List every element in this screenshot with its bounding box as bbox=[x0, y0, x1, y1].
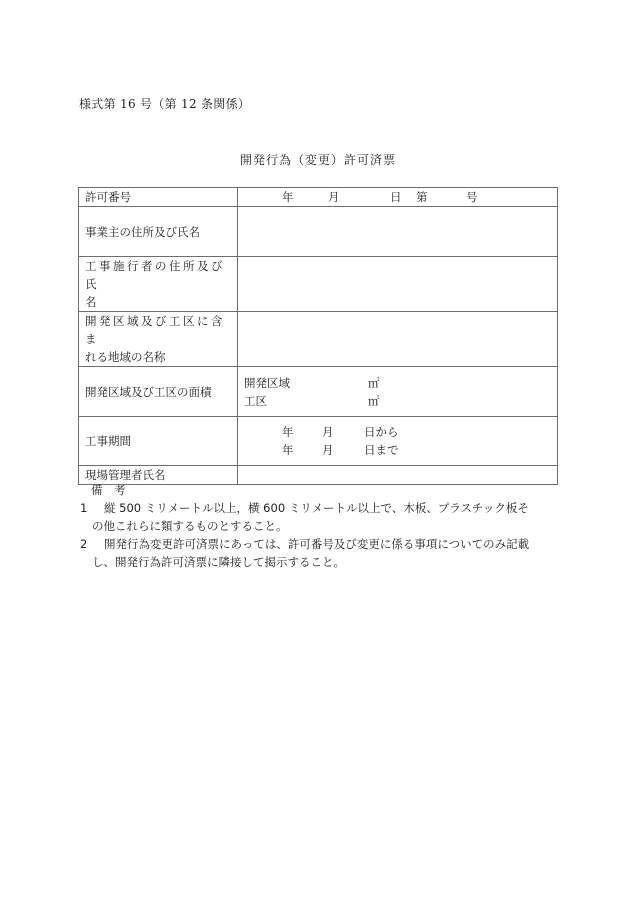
square-meter-unit: ㎡ bbox=[368, 375, 380, 390]
year-label: 年 bbox=[282, 190, 294, 204]
label-construction-period: 工事期間 bbox=[79, 417, 238, 466]
notes-heading: 備 考 bbox=[91, 483, 126, 497]
label-site-manager: 現場管理者氏名 bbox=[79, 466, 238, 485]
period-start-year: 年 bbox=[282, 425, 294, 439]
day-label: 日 bbox=[390, 190, 402, 204]
value-permit-number bbox=[238, 188, 558, 207]
label-contractor-line1: 工事施行者の住所及び氏 bbox=[85, 259, 225, 291]
table-row-permit-number bbox=[79, 188, 558, 207]
table-row-construction-period bbox=[79, 417, 558, 466]
note-text-continued: し、開発行為許可済票に隣接して掲示すること。 bbox=[92, 555, 345, 569]
table-row-area-name bbox=[79, 312, 558, 367]
form-number: 様式第 16 号（第 12 条関係） bbox=[79, 97, 251, 111]
table-row-contractor bbox=[79, 257, 558, 312]
area-section bbox=[244, 392, 551, 410]
area-section-label: 工区 bbox=[244, 393, 267, 408]
table-row-area-size bbox=[79, 367, 558, 417]
label-area-name-line2: れる地域の名称 bbox=[85, 350, 166, 364]
period-start-day: 日から bbox=[364, 425, 399, 439]
note-text: 縦 500 ミリメートル以上，横 600 ミリメートル以上で、木板、プラスチック板そ bbox=[104, 501, 529, 515]
label-permit-number: 許可番号 bbox=[79, 188, 238, 207]
note-item-1 bbox=[80, 499, 560, 517]
period-end-day: 日まで bbox=[364, 443, 399, 457]
note-text: 開発行為変更許可済票にあっては、許可番号及び変更に係る事項についてのみ記載 bbox=[104, 537, 530, 551]
area-development-label: 開発区域 bbox=[244, 375, 290, 390]
number-suffix-label: 号 bbox=[466, 190, 478, 204]
value-developer bbox=[238, 207, 558, 257]
square-meter-unit: ㎡ bbox=[368, 393, 380, 408]
label-contractor bbox=[79, 257, 238, 312]
month-label: 月 bbox=[328, 190, 340, 204]
note-number: 1 bbox=[80, 501, 88, 515]
period-end-month: 月 bbox=[322, 443, 334, 457]
period-end-year: 年 bbox=[282, 443, 294, 457]
period-start bbox=[244, 423, 551, 441]
note-text-continued: の他これらに類するものとすること。 bbox=[92, 519, 288, 533]
number-prefix-label: 第 bbox=[416, 190, 428, 204]
note-number: 2 bbox=[80, 537, 88, 551]
value-area-name bbox=[238, 312, 558, 367]
period-start-month: 月 bbox=[322, 425, 334, 439]
notes-section bbox=[80, 481, 560, 571]
note-item-2 bbox=[80, 535, 560, 553]
table-row-developer bbox=[79, 207, 558, 257]
document-title: 開発行為（変更）許可済票 bbox=[239, 153, 396, 167]
label-area-name bbox=[79, 312, 238, 367]
label-area-size: 開発区域及び工区の面積 bbox=[79, 367, 238, 417]
area-development bbox=[244, 374, 551, 392]
value-construction-period bbox=[238, 417, 558, 466]
period-end bbox=[244, 441, 551, 459]
label-developer: 事業主の住所及び氏名 bbox=[79, 207, 238, 257]
label-area-name-line1: 開発区域及び工区に含ま bbox=[85, 314, 225, 346]
permit-table bbox=[78, 187, 558, 485]
value-contractor bbox=[238, 257, 558, 312]
label-contractor-line2: 名 bbox=[85, 295, 97, 309]
value-area-size bbox=[238, 367, 558, 417]
